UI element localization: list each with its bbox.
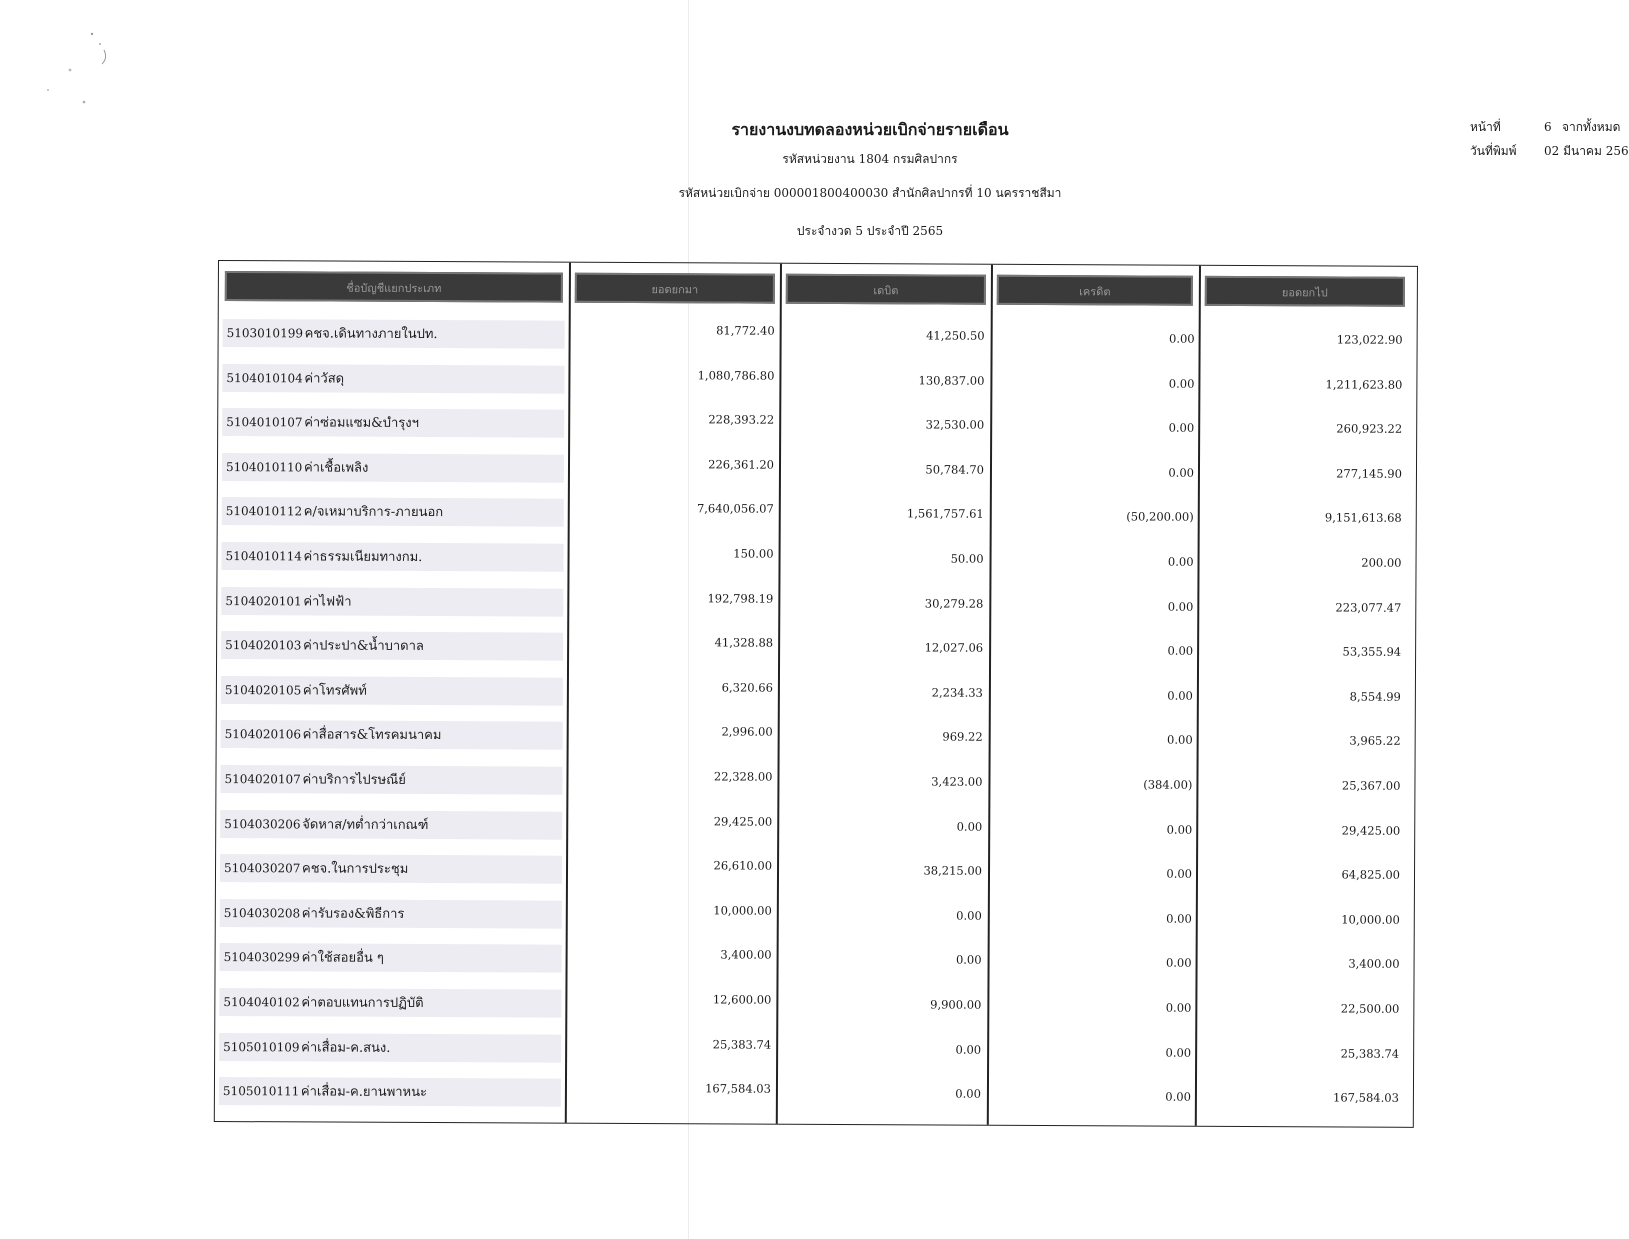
table-row: [217, 536, 1417, 586]
debit-value: 32,530.00: [925, 417, 985, 432]
debit-value: 12,027.06: [924, 640, 984, 655]
account-name: ค่าประปา&น้ำบาดาล: [303, 638, 424, 655]
account-cell: [222, 497, 564, 527]
carried-forward-value: 167,584.03: [1333, 1090, 1399, 1105]
carried-forward-value: 53,355.94: [1342, 644, 1402, 659]
credit-value: 0.00: [1168, 465, 1195, 480]
debit-value: 0.00: [955, 953, 982, 968]
brought-forward-value: 167,584.03: [705, 1081, 771, 1096]
carried-forward-value: 1,211,623.80: [1325, 377, 1403, 392]
header-debit: เดบิต: [786, 274, 986, 305]
debit-value: 0.00: [955, 1086, 981, 1101]
debit-value: 0.00: [955, 1042, 982, 1057]
account-code: 5104020101: [225, 593, 302, 609]
account-code: 5104010104: [226, 370, 303, 386]
account-name: ค่าไฟฟ้า: [303, 594, 352, 610]
table-row: [215, 937, 1415, 987]
total-label: จากทั้งหมด: [1562, 120, 1621, 134]
account-name: ค่าสื่อสาร&โทรคมนาคม: [302, 727, 442, 744]
account-code: 5104010114: [225, 549, 302, 564]
account-cell: [222, 408, 564, 438]
brought-forward-value: 22,328.00: [713, 769, 773, 784]
header-credit: เครดิต: [997, 275, 1193, 306]
page-label: หน้าที่: [1470, 120, 1501, 134]
table-row: [215, 982, 1415, 1032]
trial-balance-table: [214, 260, 1418, 1128]
account-code: 5104030208: [223, 905, 301, 921]
carried-forward-value: 223,077.47: [1335, 600, 1402, 615]
brought-forward-value: 3,400.00: [720, 947, 772, 963]
brought-forward-value: 7,640,056.07: [696, 501, 774, 517]
debit-value: 2,234.33: [931, 685, 983, 700]
print-date: 02 มีนาคม 256: [1544, 144, 1629, 158]
debit-value: 0.00: [956, 908, 982, 923]
account-cell: [220, 765, 562, 795]
account-name: ค่าโทรศัพท์: [302, 683, 367, 699]
brought-forward-value: 12,600.00: [712, 992, 772, 1007]
table-row: [217, 625, 1417, 675]
account-code: 5104020103: [225, 638, 302, 653]
debit-value: 38,215.00: [923, 863, 983, 878]
account-name: ค่าซ่อมแซม&บำรุงฯ: [304, 415, 419, 432]
account-code: 5104010107: [226, 415, 303, 430]
table-row: [215, 1027, 1415, 1077]
account-code: 5104030299: [223, 950, 300, 965]
account-name: ค่ารับรอง&พิธีการ: [301, 906, 405, 922]
account-cell: [222, 364, 564, 394]
page-number: 6: [1544, 120, 1552, 134]
carried-forward-value: 22,500.00: [1340, 1001, 1400, 1016]
account-name: ค่าเชื้อเพลิง: [303, 460, 369, 476]
table-row: [218, 358, 1418, 408]
carried-forward-value: 260,923.22: [1336, 421, 1403, 436]
account-code: 5104020106: [224, 727, 302, 742]
carried-forward-value: 10,000.00: [1341, 912, 1400, 927]
account-cell: [219, 1033, 561, 1063]
credit-value: (50,200.00): [1126, 509, 1194, 525]
table-row: [217, 714, 1417, 764]
debit-value: 3,423.00: [931, 774, 983, 789]
table-row: [216, 893, 1416, 943]
brought-forward-value: 226,361.20: [708, 457, 775, 472]
account-cell: [221, 587, 563, 617]
credit-value: 0.00: [1167, 643, 1194, 658]
credit-value: 0.00: [1166, 866, 1193, 881]
debit-value: 0.00: [956, 819, 983, 834]
header-carried-forward: ยอดยกไป: [1205, 276, 1405, 307]
credit-value: 0.00: [1165, 1000, 1192, 1015]
account-cell: [222, 453, 564, 483]
header-account: ชื่อบัญชีแยกประเภท: [225, 271, 563, 303]
account-cell: [220, 943, 562, 973]
account-code: 5104010112: [225, 504, 303, 519]
debit-value: 50,784.70: [925, 462, 985, 477]
carried-forward-value: 277,145.90: [1336, 466, 1403, 481]
report-title: รายงานงบทดลองหน่วยเบิกจ่ายรายเดือน: [731, 120, 1009, 139]
account-cell: [219, 1077, 561, 1107]
account-name: จัดหาส/ทต่ำกว่าเกณฑ์: [302, 817, 429, 833]
carried-forward-value: 64,825.00: [1341, 867, 1401, 882]
account-cell: [219, 988, 561, 1018]
table-row: [217, 670, 1417, 720]
credit-value: 0.00: [1168, 420, 1195, 435]
account-code: 5104030206: [224, 816, 301, 832]
account-name: ค่าวัสดุ: [304, 371, 345, 387]
carried-forward-value: 8,554.99: [1349, 689, 1401, 704]
brought-forward-value: 41,328.88: [714, 635, 774, 650]
credit-value: 0.00: [1167, 688, 1193, 703]
debit-value: 30,279.28: [924, 596, 984, 611]
carried-forward-value: 123,022.90: [1336, 332, 1403, 347]
account-cell: [221, 676, 563, 706]
account-cell: [223, 319, 565, 349]
credit-value: 0.00: [1167, 554, 1194, 569]
carried-forward-value: 3,965.22: [1349, 733, 1401, 749]
header-brought-forward: ยอดยกมา: [575, 273, 775, 304]
account-name: ค/จเหมาบริการ-ภายนอก: [303, 504, 444, 521]
credit-value: 0.00: [1165, 1045, 1192, 1060]
brought-forward-value: 10,000.00: [713, 903, 772, 918]
carried-forward-value: 29,425.00: [1341, 823, 1401, 838]
account-code: 5104020107: [224, 772, 301, 787]
brought-forward-value: 228,393.22: [708, 412, 775, 427]
account-code: 5103010199: [226, 326, 304, 341]
account-cell: [221, 631, 563, 661]
brought-forward-value: 26,610.00: [713, 858, 773, 873]
credit-value: 0.00: [1166, 911, 1192, 926]
table-row: [218, 402, 1418, 452]
account-code: 5104030207: [223, 861, 301, 876]
unit-line: รหัสหน่วยเบิกจ่าย 000001800400030 สำนักศิลปากรที่ 10 นครราชสีมา: [678, 186, 1062, 200]
agency-line: รหัสหน่วยงาน 1804 กรมศิลปากร: [782, 152, 958, 166]
credit-value: (384.00): [1143, 777, 1193, 792]
carried-forward-value: 9,151,613.68: [1324, 510, 1402, 526]
debit-value: 969.22: [942, 729, 983, 745]
carried-forward-value: 25,367.00: [1341, 778, 1401, 793]
credit-value: 0.00: [1168, 376, 1195, 391]
account-name: ค่าธรรมเนียมทางกม.: [303, 549, 423, 566]
brought-forward-value: 2,996.00: [721, 724, 773, 740]
debit-value: 130,837.00: [918, 373, 985, 388]
account-code: 5105010111: [222, 1084, 300, 1099]
print-date-info: [1470, 142, 1629, 161]
page-number-info: [1470, 118, 1620, 137]
brought-forward-value: 81,772.40: [716, 323, 775, 338]
carried-forward-value: 25,383.74: [1340, 1046, 1400, 1061]
table-row: [219, 313, 1419, 363]
table-row: [216, 804, 1416, 854]
account-code: 5105010109: [223, 1039, 300, 1055]
brought-forward-value: 192,798.19: [707, 590, 774, 606]
debit-value: 1,561,757.61: [906, 506, 984, 522]
account-name: ค่าเสื่อม-ค.สนง.: [301, 1040, 391, 1056]
brought-forward-value: 25,383.74: [712, 1037, 772, 1052]
credit-value: 0.00: [1165, 1089, 1191, 1104]
account-name: ค่าตอบแทนการปฏิบัติ: [301, 995, 424, 1012]
carried-forward-value: 3,400.00: [1348, 956, 1400, 972]
account-cell: [220, 899, 562, 929]
brought-forward-value: 150.00: [733, 546, 774, 561]
table-row: [218, 491, 1418, 541]
table-row: [216, 848, 1416, 898]
account-name: ค่าใช้สอยอื่น ๆ: [301, 950, 384, 967]
table-row: [217, 581, 1417, 631]
brought-forward-value: 1,080,786.80: [697, 367, 775, 383]
credit-value: 0.00: [1165, 956, 1192, 971]
period-line: ประจำงวด 5 ประจำปี 2565: [796, 224, 944, 238]
table-row: [218, 447, 1418, 497]
table-row: [215, 1071, 1415, 1121]
credit-value: 0.00: [1166, 822, 1193, 837]
account-code: 5104040102: [223, 995, 300, 1010]
credit-value: 0.00: [1167, 599, 1194, 614]
account-cell: [220, 854, 562, 884]
credit-value: 0.00: [1167, 733, 1193, 748]
scan-specks: [30, 30, 120, 120]
credit-value: 0.00: [1168, 331, 1195, 346]
account-code: 5104020105: [224, 682, 302, 698]
account-cell: [221, 720, 563, 750]
account-name: ค่าบริการไปรษณีย์: [302, 772, 406, 788]
print-label: วันที่พิมพ์: [1470, 144, 1517, 158]
table-row: [216, 759, 1416, 809]
brought-forward-value: 6,320.66: [721, 680, 773, 695]
account-name: ค่าเสื่อม-ค.ยานพาหนะ: [300, 1084, 428, 1101]
debit-value: 41,250.50: [926, 328, 985, 343]
account-cell: [221, 542, 563, 572]
debit-value: 9,900.00: [930, 997, 982, 1012]
account-code: 5104010110: [225, 459, 303, 475]
account-name: คชจ.ในการประชุม: [301, 861, 409, 878]
brought-forward-value: 29,425.00: [713, 814, 773, 829]
carried-forward-value: 200.00: [1361, 555, 1402, 570]
account-cell: [220, 810, 562, 840]
account-name: คชจ.เดินทางภายในปท.: [304, 326, 438, 343]
debit-value: 50.00: [950, 551, 984, 566]
